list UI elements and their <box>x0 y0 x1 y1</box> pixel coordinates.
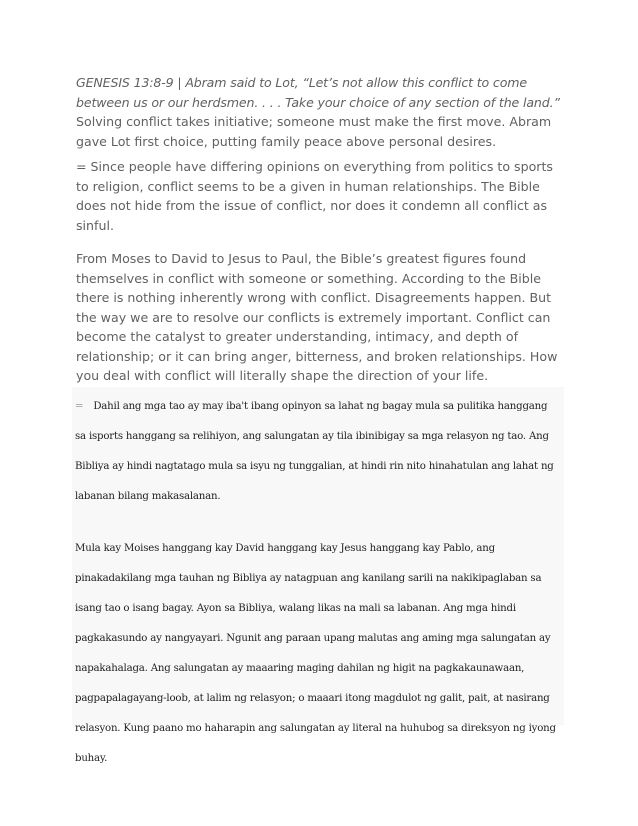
translation-paragraph-1-text: Dahil ang mga tao ay may iba't ibang opinyon sa lahat ng bagay mula sa pulitika hanggang sa isports hanggang sa relihiyon, ang salungatan ay tila ibinibigay sa mga relasyon ng tao. Ang Bibliya ay hindi nagtatago mula sa isyu ng tunggalian, at hindi rin nito hinahatulan ang lahat ng labanan bilang makasalanan. <box>75 401 554 502</box>
intro-paragraph: Solving conflict takes initiative; someone must make the first move. Abram gave Lot first choice, putting family peace above personal desires. <box>76 114 552 149</box>
english-paragraph-1: = Since people have differing opinions on everything from politics to sports to religion, conflict seems to be a given in human relationships. The Bible does not hide from the issue of conflict, nor does it condemn all conflict as sinful. <box>76 159 553 233</box>
translation-paragraph-2: Mula kay Moises hanggang kay David hanggang kay Jesus hanggang kay Pablo, ang pinakadakilang mga tauhan ng Bibliya ay natagpuan ang kanilang sarili na nakikipaglaban sa isang tao o isang bagay. Ayon sa Bibliya, walang likas na mali sa labanan. Ang mga hindi pagkakasundo ay nangyayari. Ngunit ang paraan upang malutas ang aming mga salungatan ay napakahalaga. Ang salungatan ay maaaring maging dahilan ng higit na pagkakaunawaan, pagpapalagayang-loob, at lalim ng relasyon; o maaari itong magdulot ng galit, pait, at nasirang relasyon. Kung paano mo haharapin ang salungatan ay literal na huhubog sa direksyon ng iyong buhay. <box>75 543 556 764</box>
translation-paragraph-1 <box>75 392 561 512</box>
english-paragraph-2: From Moses to David to Jesus to Paul, the Bible’s greatest figures found themselves in conflict with someone or something. According to the Bible there is nothing inherently wrong with conflict. Disagreements happen. But the way we are to resolve our conflicts is extremely important. Conflict can become the catalyst to greater understanding, intimacy, and depth of relationship; or it can bring anger, bitterness, and broken relationships. How you deal with conflict will literally shape the direction of your life. <box>76 251 558 383</box>
equals-marker: = <box>75 401 84 412</box>
scripture-quote: GENESIS 13:8-9 | Abram said to Lot, “Let’s not allow this conflict to come between us or our herdsmen. . . . Take your choice of any section of the land.” <box>76 75 560 110</box>
